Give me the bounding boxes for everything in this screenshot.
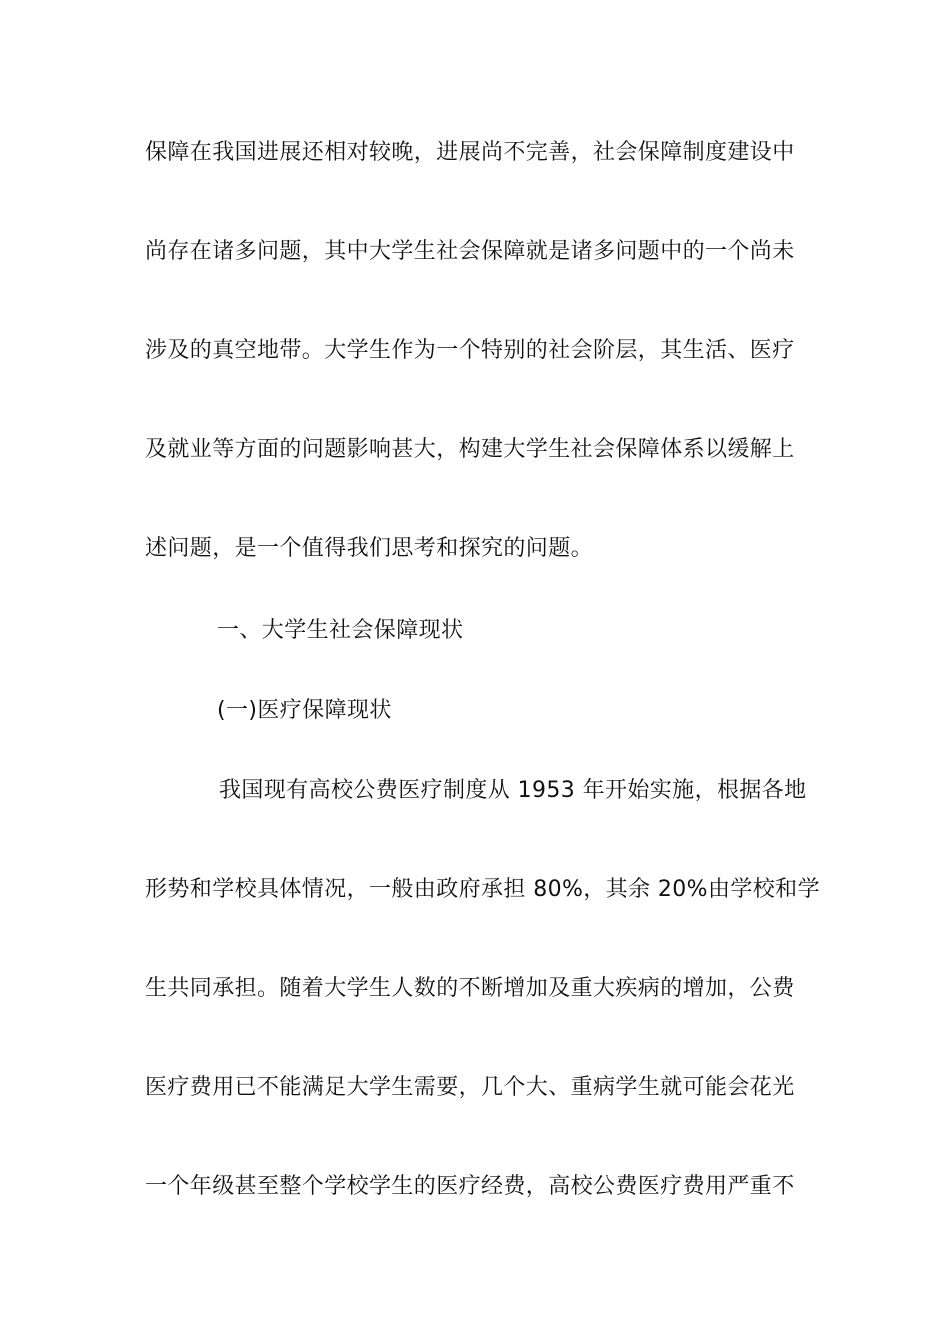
paragraph-line: 及就业等方面的问题影响甚大，构建大学生社会保障体系以缓解上 [145, 437, 795, 462]
paragraph-line: 保障在我国进展还相对较晚，进展尚不完善，社会保障制度建设中 [145, 140, 795, 165]
subsection-heading: (一)医疗保障现状 [217, 698, 392, 723]
paragraph-line: 我国现有高校公费医疗制度从 1953 年开始实施，根据各地 [219, 778, 807, 803]
paragraph-line: 生共同承担。随着大学生人数的不断增加及重大疾病的增加，公费 [145, 976, 795, 1001]
paragraph-line: 述问题，是一个值得我们思考和探究的问题。 [145, 536, 594, 561]
paragraph-line: 医疗费用已不能满足大学生需要，几个大、重病学生就可能会花光 [145, 1075, 795, 1100]
paragraph-line: 一个年级甚至整个学校学生的医疗经费，高校公费医疗费用严重不 [145, 1174, 795, 1199]
paragraph-line: 形势和学校具体情况，一般由政府承担 80%，其余 20%由学校和学 [145, 877, 820, 902]
paragraph-line: 涉及的真空地带。大学生作为一个特别的社会阶层，其生活、医疗 [145, 338, 795, 363]
paragraph-line: 尚存在诸多问题，其中大学生社会保障就是诸多问题中的一个尚未 [145, 239, 795, 264]
section-heading: 一、大学生社会保障现状 [217, 618, 464, 643]
